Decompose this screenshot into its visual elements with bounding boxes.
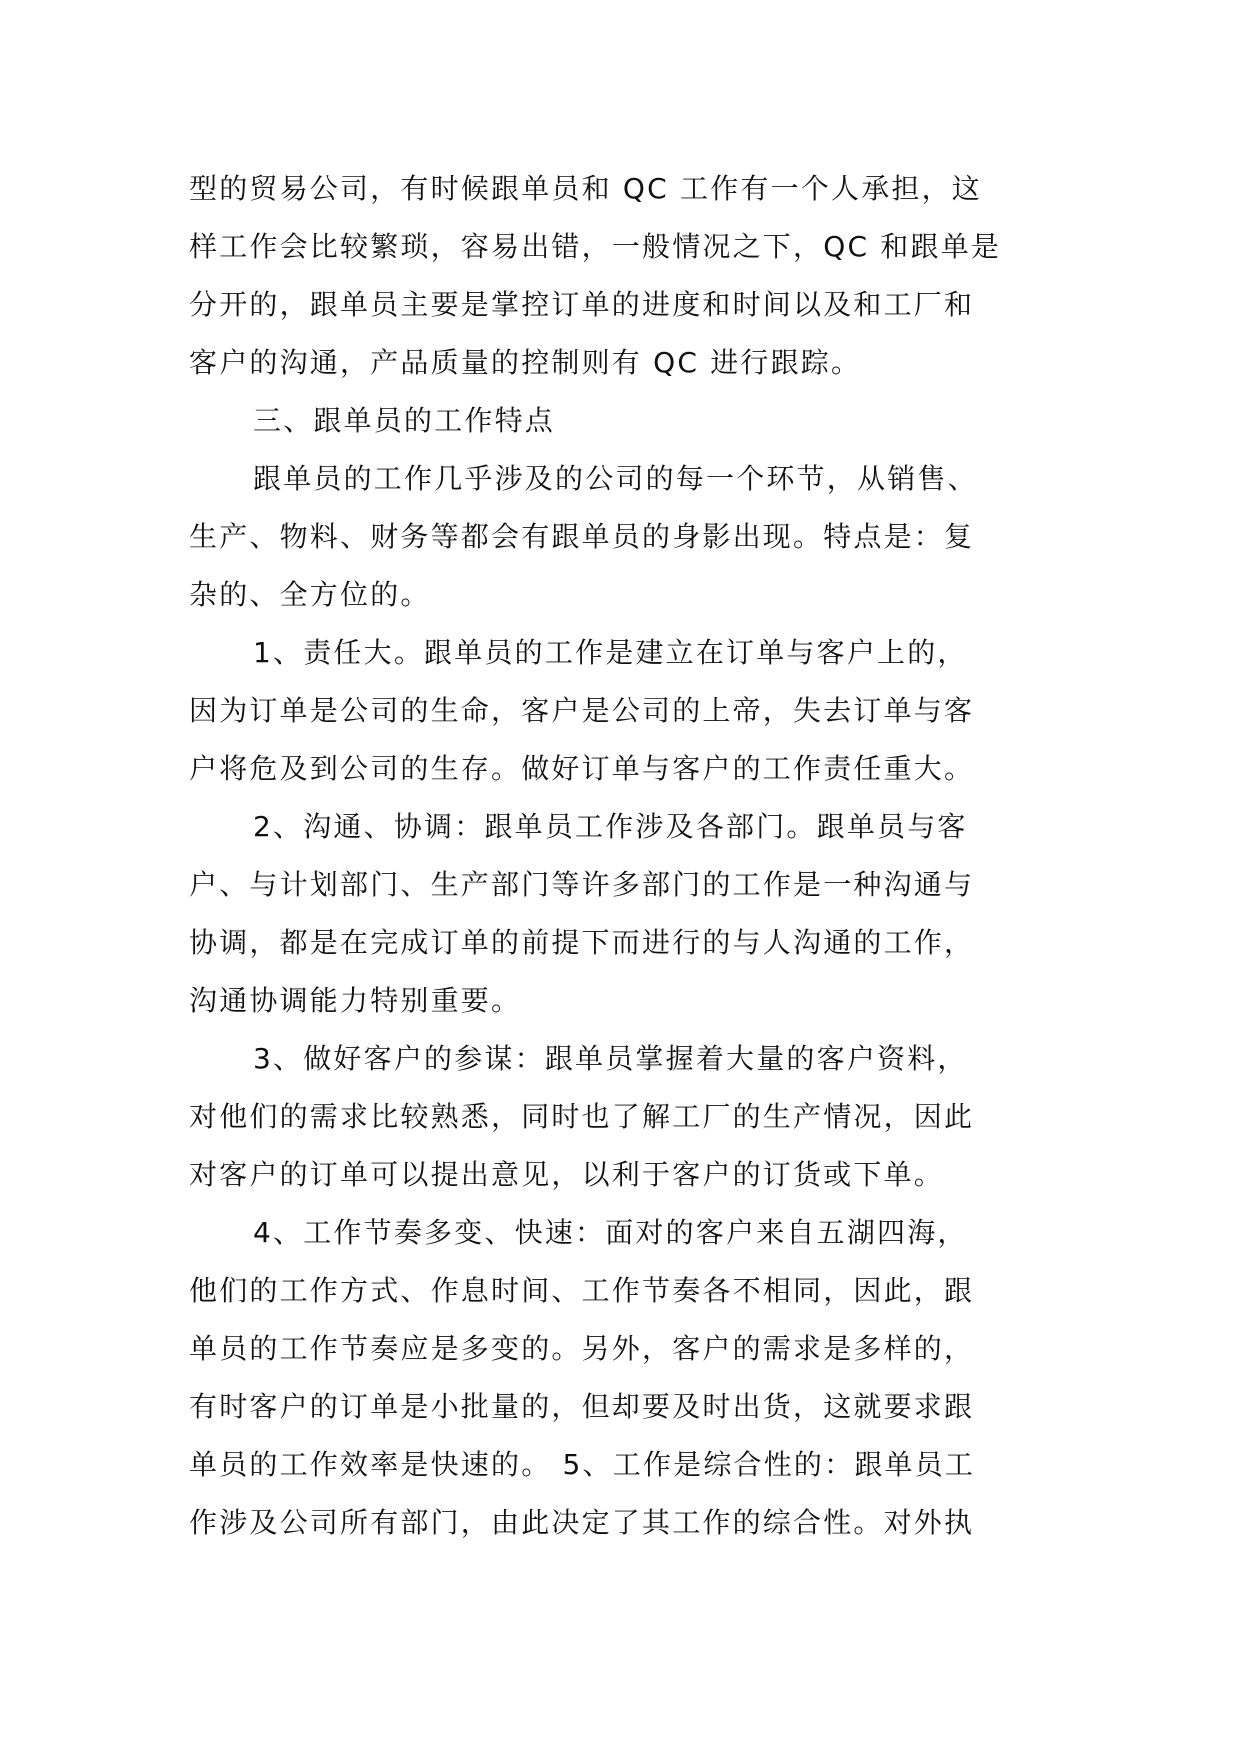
- text-line: 有时客户的订单是小批量的，但却要及时出货，这就要求跟: [189, 1390, 975, 1423]
- text-line: 单员的工作节奏应是多变的。另外，客户的需求是多样的，: [189, 1332, 975, 1365]
- paragraph-first-line: 跟单员的工作几乎涉及的公司的每一个环节，从销售、: [253, 462, 978, 495]
- text-line: 单员的工作效率是快速的。 5、工作是综合性的：跟单员工: [189, 1448, 976, 1481]
- text-line: 户、与计划部门、生产部门等许多部门的工作是一种沟通与: [189, 868, 975, 901]
- text-line: 样工作会比较繁琐，容易出错，一般情况之下，QC 和跟单是: [189, 230, 1002, 263]
- text-line: 对他们的需求比较熟悉，同时也了解工厂的生产情况，因此: [189, 1100, 975, 1133]
- text-line: 作涉及公司所有部门，由此决定了其工作的综合性。对外执: [189, 1506, 975, 1539]
- text-line: 型的贸易公司，有时候跟单员和 QC 工作有一个人承担，这: [189, 172, 982, 205]
- list-item-first-line: 2、沟通、协调：跟单员工作涉及各部门。跟单员与客: [253, 810, 968, 843]
- section-heading: 三、跟单员的工作特点: [253, 404, 556, 437]
- text-line: 因为订单是公司的生命，客户是公司的上帝，失去订单与客: [189, 694, 975, 727]
- text-line: 客户的沟通，产品质量的控制则有 QC 进行跟踪。: [189, 346, 862, 379]
- text-line: 分开的，跟单员主要是掌控订单的进度和时间以及和工厂和: [189, 288, 975, 321]
- text-line: 户将危及到公司的生存。做好订单与客户的工作责任重大。: [189, 752, 975, 785]
- text-line: 对客户的订单可以提出意见，以利于客户的订货或下单。: [189, 1158, 945, 1191]
- text-line: 协调，都是在完成订单的前提下而进行的与人沟通的工作，: [189, 926, 975, 959]
- text-line: 他们的工作方式、作息时间、工作节奏各不相同，因此，跟: [189, 1274, 975, 1307]
- list-item-first-line: 3、做好客户的参谋：跟单员掌握着大量的客户资料，: [253, 1042, 968, 1075]
- text-line: 生产、物料、财务等都会有跟单员的身影出现。特点是：复: [189, 520, 975, 553]
- document-body: [189, 160, 1051, 1552]
- text-line: 杂的、全方位的。: [189, 578, 431, 611]
- text-line: 沟通协调能力特别重要。: [189, 984, 522, 1017]
- list-item-first-line: 1、责任大。跟单员的工作是建立在订单与客户上的，: [253, 636, 968, 669]
- list-item-first-line: 4、工作节奏多变、快速：面对的客户来自五湖四海，: [253, 1216, 968, 1249]
